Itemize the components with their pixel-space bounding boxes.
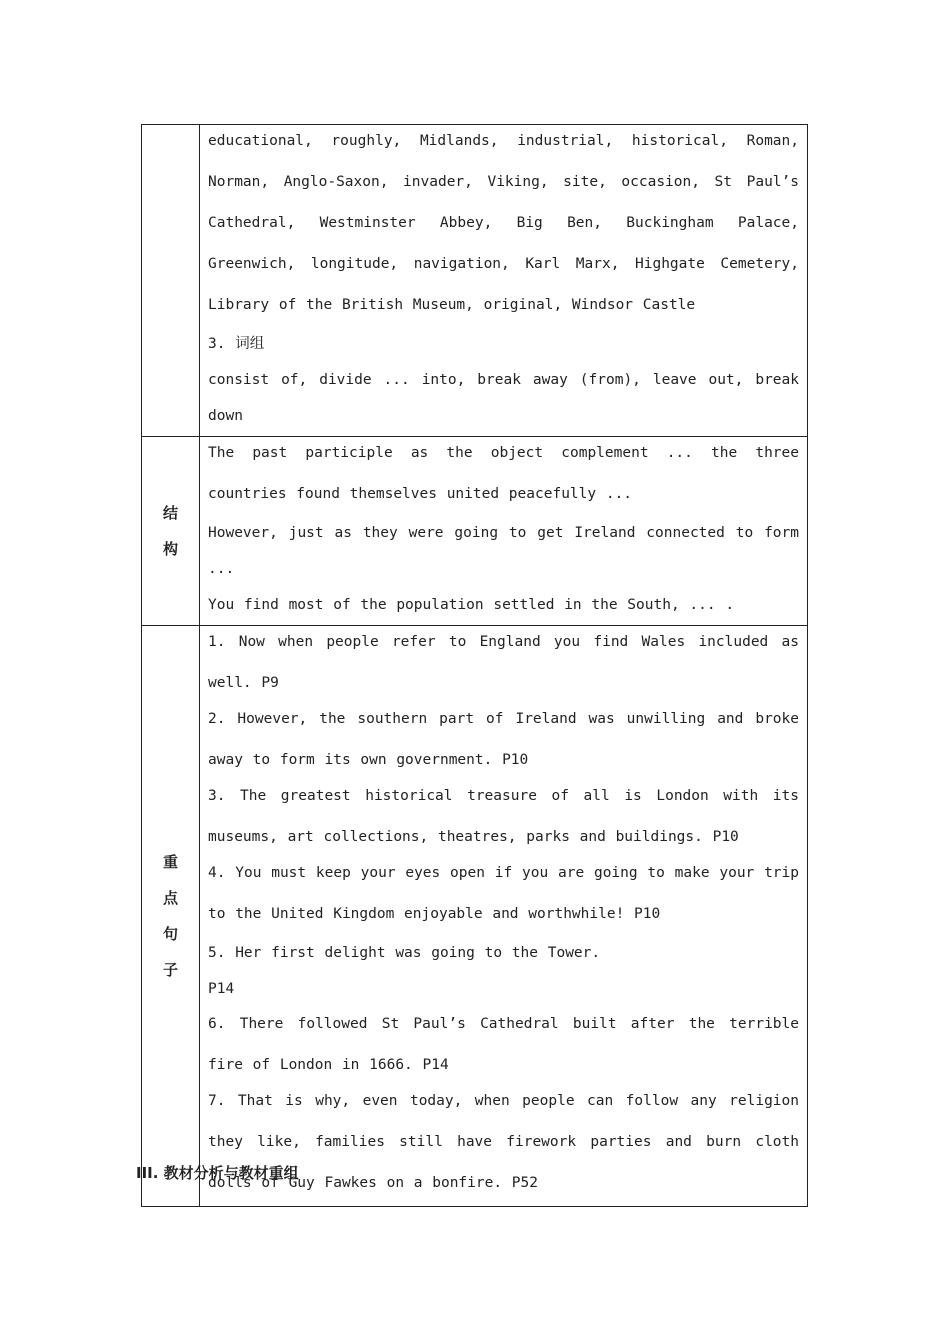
- structure-label: [142, 437, 200, 626]
- phrase-list: consist of, divide ... into, break away (from), leave out, break down: [208, 372, 799, 424]
- structure-content-cell: [200, 437, 808, 626]
- key-sentence: 2. However, the southern part of Ireland was unwilling and broke away to form its own government. P10: [208, 711, 799, 768]
- key-sentence: 4. You must keep your eyes open if you are going to make your trip to the United Kingdom enjoyable and worthwhile! P10: [208, 865, 799, 922]
- key-sentence: 6. There followed St Paul’s Cathedral built after the terrible fire of London in 1666. P14: [208, 1016, 799, 1073]
- vocab-words: educational, roughly, Midlands, industrial, historical, Roman, Norman, Anglo-Saxon, invader, Viking, site, occasion, St Paul’s Cathedral, Westminster Abbey, Big Ben, Buckingham Palace, Greenwich, longitude, navigation, Karl Marx, Highgate Cemetery, Library of the British Museum, original, Windsor Castle: [208, 133, 799, 313]
- structure-line: The past participle as the object complement ... the three countries found themselves united peacefully ...: [208, 445, 799, 502]
- key-sentences-content-cell: [200, 626, 808, 1207]
- key-sentences-label-char: 重: [162, 853, 178, 871]
- key-sentences-label: [142, 626, 200, 1207]
- structure-label-char: 构: [162, 540, 178, 558]
- section-heading: III. 教材分析与教材重组: [136, 1164, 299, 1182]
- structure-line: You find most of the population settled in the South, ... .: [208, 597, 735, 613]
- key-sentence: 1. Now when people refer to England you find Wales included as well. P9: [208, 634, 799, 691]
- key-sentences-row: [142, 626, 808, 1207]
- phrase-heading: 3. 词组: [208, 336, 265, 352]
- key-sentence-page: P14: [208, 981, 235, 997]
- vocab-label-cell: [142, 125, 200, 437]
- key-sentence: 3. The greatest historical treasure of all is London with its museums, art collections, theatres, parks and buildings. P10: [208, 788, 799, 845]
- vocab-content-cell: [200, 125, 808, 437]
- content-table: [141, 124, 808, 1207]
- structure-label-char: 结: [162, 504, 178, 522]
- key-sentences-label-char: 句: [162, 925, 178, 943]
- key-sentences-label-char: 点: [162, 889, 178, 907]
- key-sentence: 7. That is why, even today, when people can follow any religion they like, families still have firework parties and burn cloth dolls of Guy Fawkes on a bonfire. P52: [208, 1093, 799, 1191]
- structure-row: [142, 437, 808, 626]
- key-sentences-label-char: 子: [162, 961, 178, 979]
- structure-line: However, just as they were going to get Ireland connected to form ...: [208, 525, 799, 577]
- vocab-row: [142, 125, 808, 437]
- key-sentence: 5. Her first delight was going to the Tower.: [208, 945, 601, 961]
